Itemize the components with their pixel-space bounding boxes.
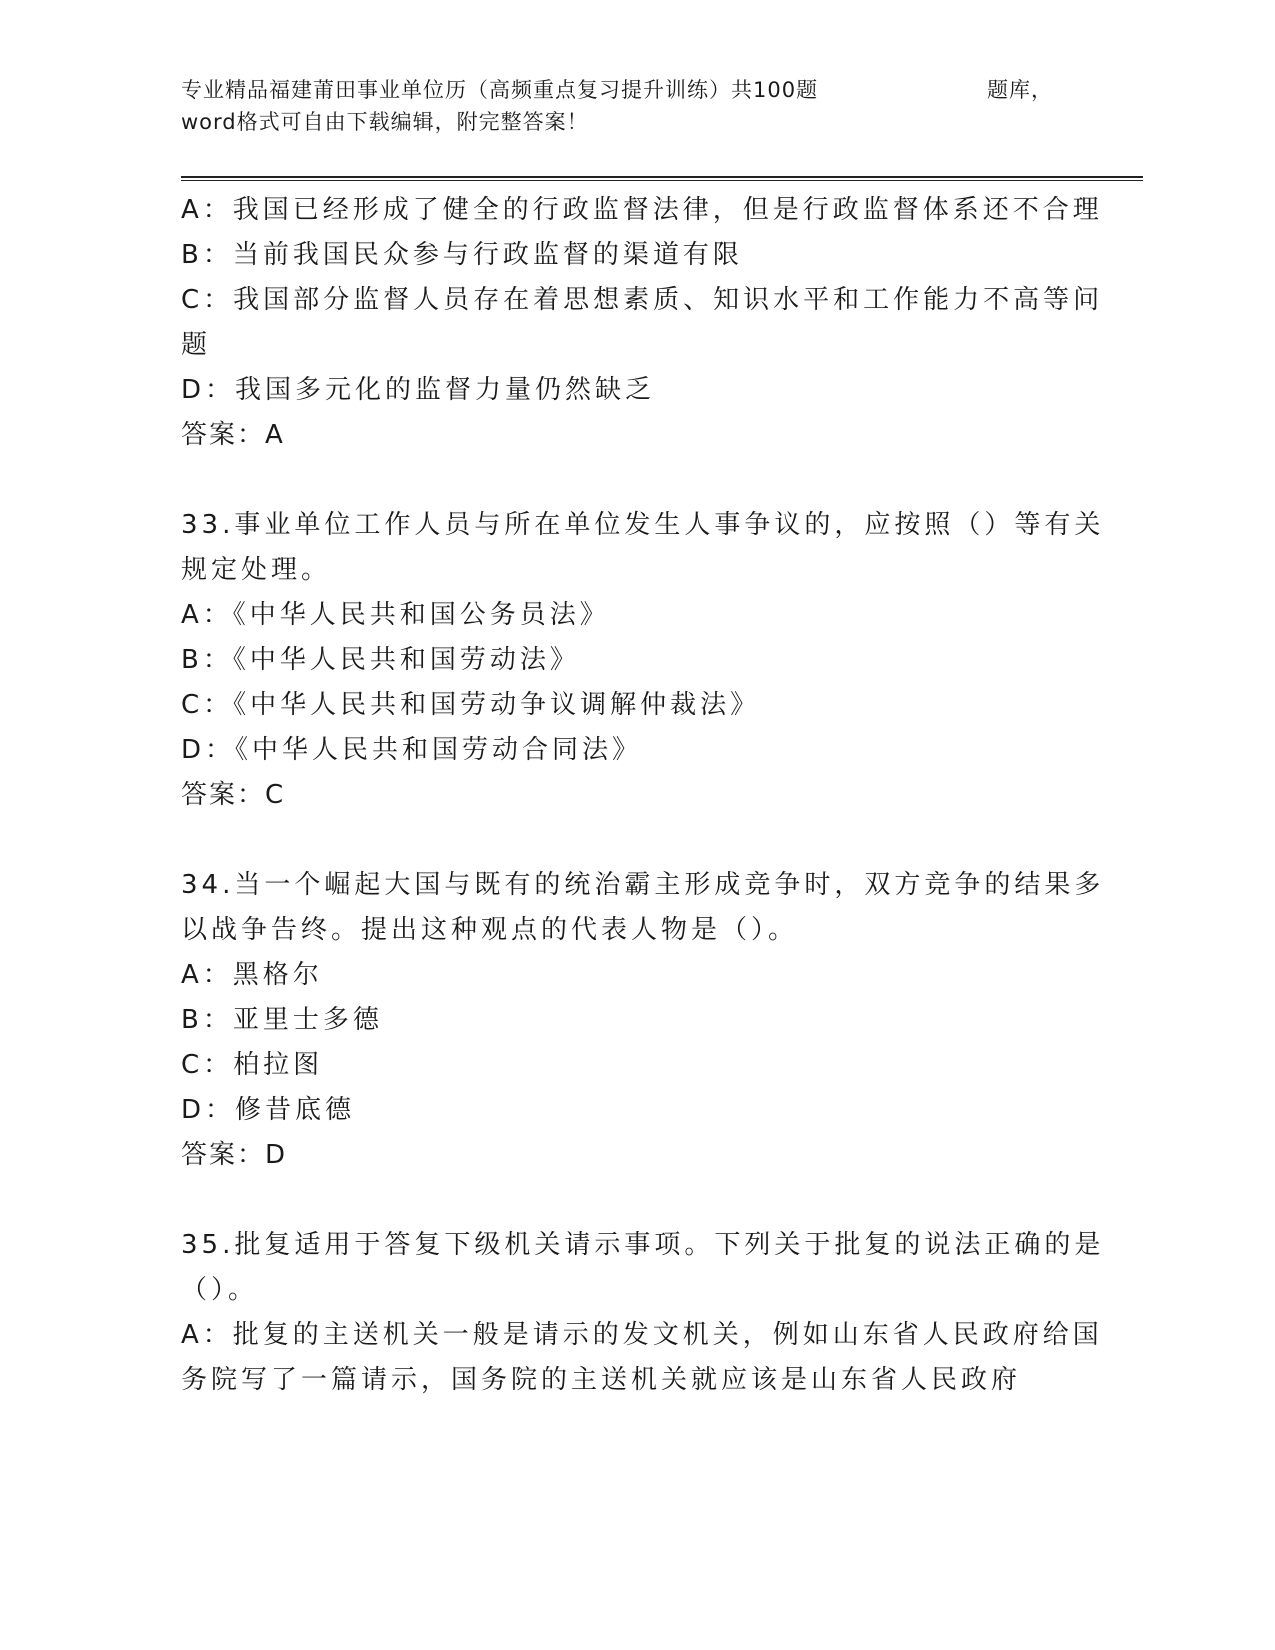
page-header (181, 74, 1053, 138)
header-title: 专业精品福建莆田事业单位历（高频重点复习提升训练）共100题 (181, 78, 819, 102)
header-title-tail: 题库， (987, 78, 1053, 102)
question-stem: 34.当一个崛起大国与既有的统治霸主形成竞争时，双方竞争的结果多 (181, 870, 1105, 900)
question-content (181, 188, 1105, 1403)
question-stem: 33.事业单位工作人员与所在单位发生人事争议的，应按照（）等有关 (181, 510, 1105, 540)
question-stem: （）。 (181, 1275, 259, 1305)
option-line: A：批复的主送机关一般是请示的发文机关，例如山东省人民政府给国 (181, 1320, 1103, 1350)
answer-line: 答案：C (181, 780, 286, 810)
option-line: B：当前我国民众参与行政监督的渠道有限 (181, 240, 743, 270)
header-divider (181, 176, 1143, 181)
question-block (181, 1223, 1105, 1403)
option-line: D：我国多元化的监督力量仍然缺乏 (181, 375, 656, 405)
option-line: C：柏拉图 (181, 1050, 324, 1080)
question-stem: 35.批复适用于答复下级机关请示事项。下列关于批复的说法正确的是 (181, 1230, 1105, 1260)
option-line: B：《中华人民共和国劳动法》 (181, 645, 580, 675)
block-gap (181, 1178, 1061, 1223)
question-block (181, 188, 1104, 458)
option-line: D：《中华人民共和国劳动合同法》 (181, 735, 643, 765)
option-line: 务院写了一篇请示，国务院的主送机关就应该是山东省人民政府 (181, 1365, 1022, 1395)
answer-line: 答案：A (181, 420, 285, 450)
option-line: D：修昔底德 (181, 1095, 356, 1125)
block-gap (181, 458, 1061, 503)
question-stem: 以战争告终。提出这种观点的代表人物是（）。 (181, 915, 799, 945)
block-gap (181, 818, 1061, 863)
option-line: A：《中华人民共和国公务员法》 (181, 600, 610, 630)
question-block (181, 863, 1105, 1178)
option-line: A：我国已经形成了健全的行政监督法律，但是行政监督体系还不合理 (181, 195, 1103, 225)
answer-line: 答案：D (181, 1140, 288, 1170)
question-stem: 规定处理。 (181, 555, 332, 585)
option-line: C：我国部分监督人员存在着思想素质、知识水平和工作能力不高等问 (181, 285, 1104, 315)
question-block (181, 503, 1105, 818)
option-line: A：黑格尔 (181, 960, 323, 990)
option-line: B：亚里士多德 (181, 1005, 383, 1035)
option-line: C：《中华人民共和国劳动争议调解仲裁法》 (181, 690, 761, 720)
option-line: 题 (181, 330, 212, 360)
header-line-1 (181, 74, 1053, 106)
header-line-2: word格式可自由下载编辑，附完整答案！ (181, 110, 589, 134)
